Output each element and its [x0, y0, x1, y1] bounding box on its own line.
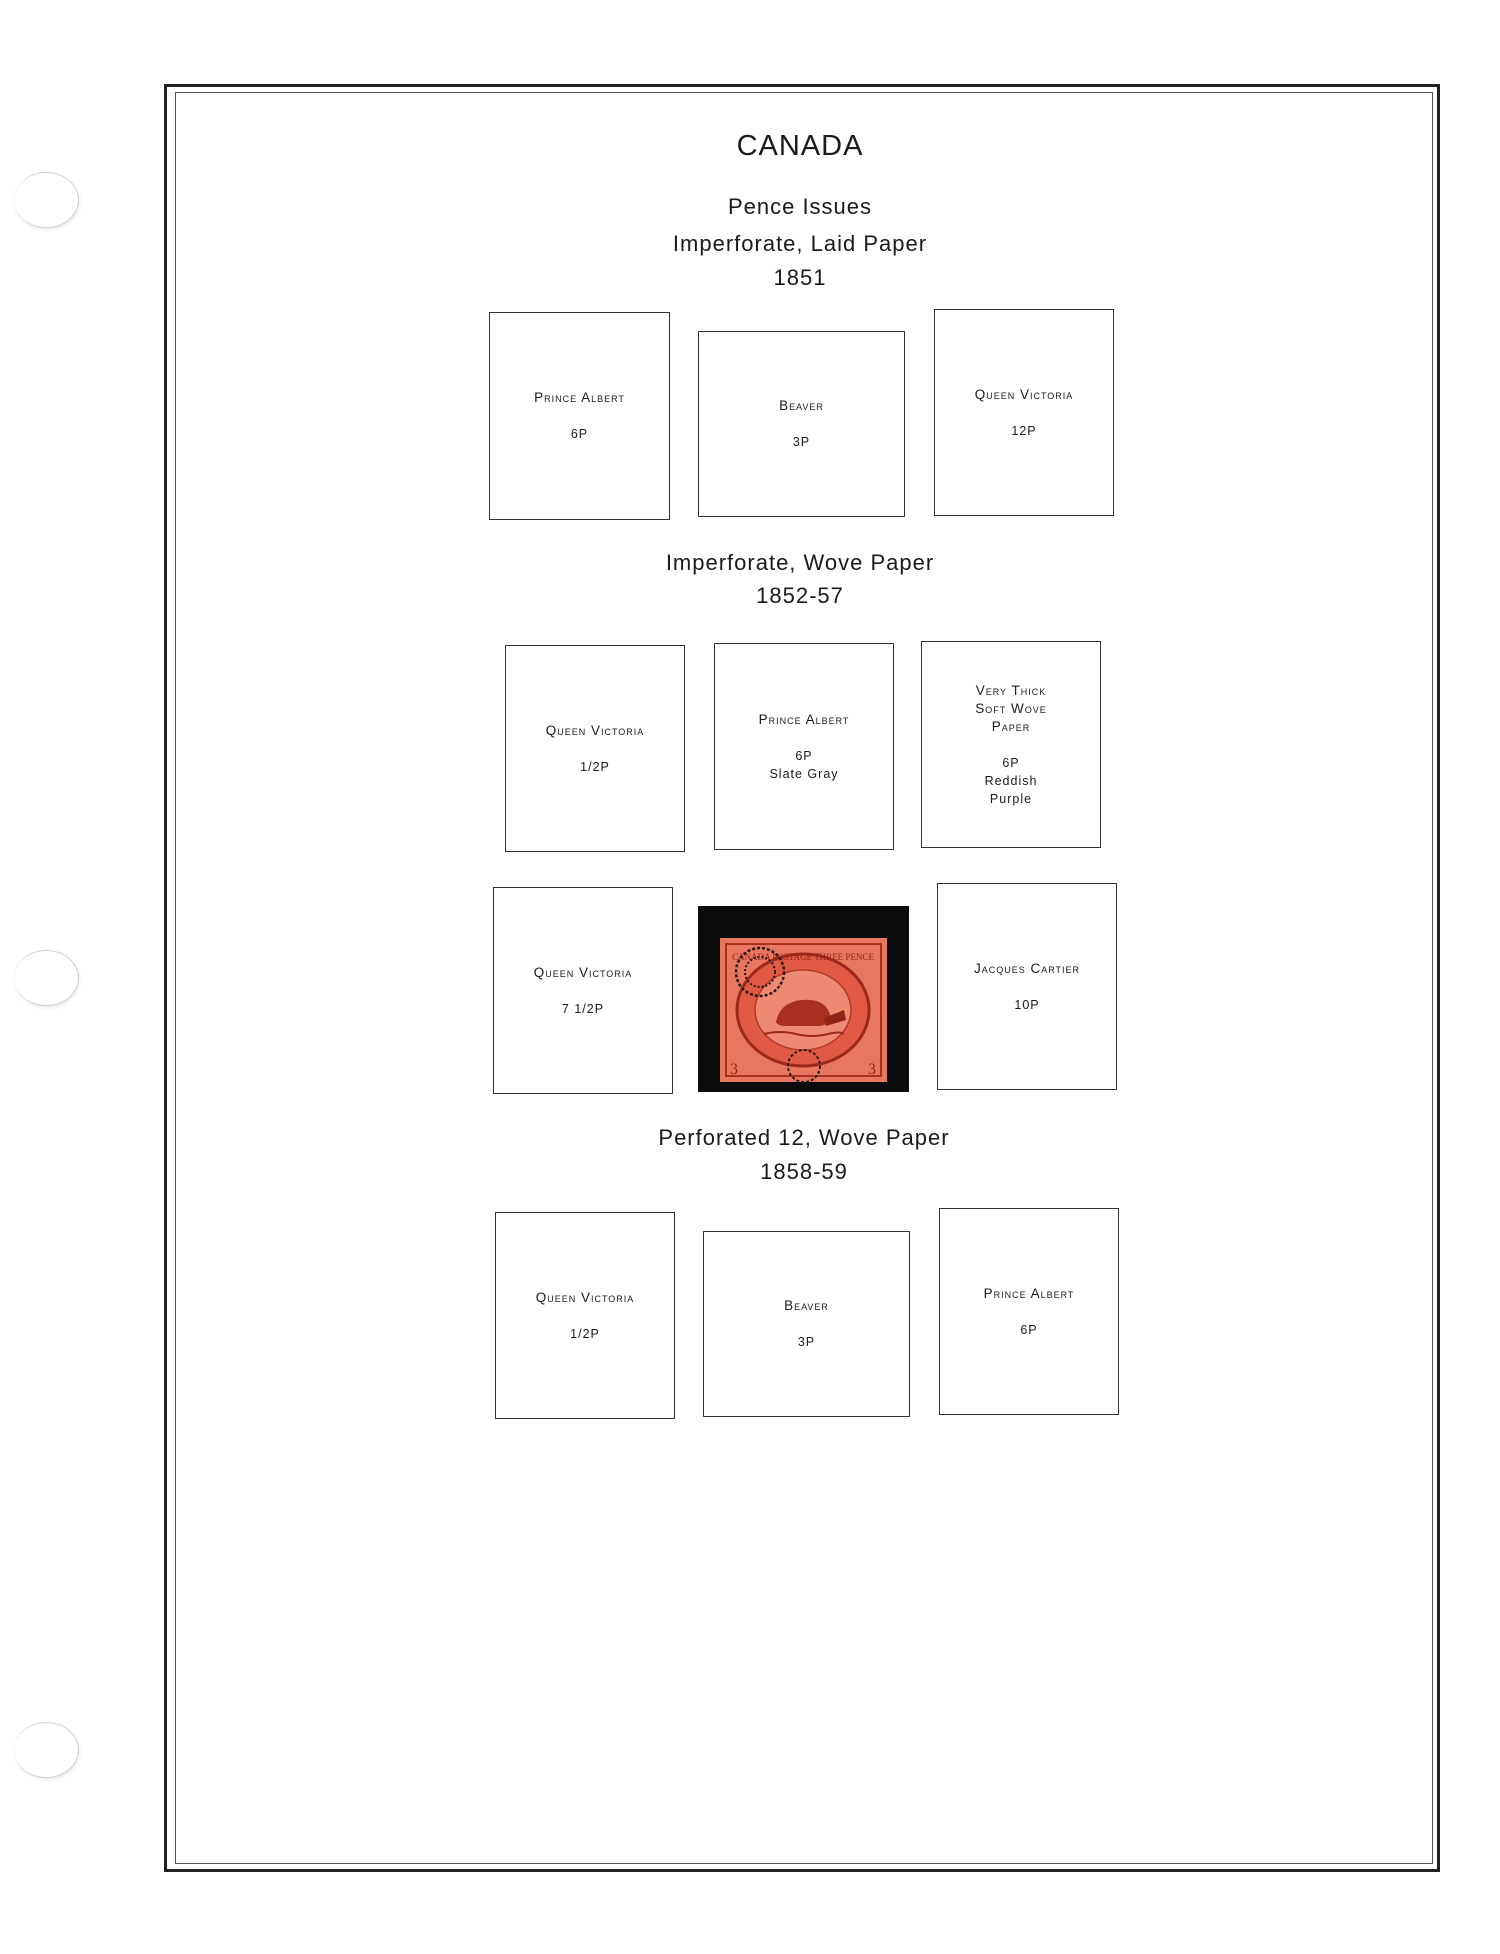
- stamp-space-very-thick-soft-wove-paper[interactable]: [921, 641, 1101, 848]
- stamp-value: 12P: [1011, 423, 1037, 438]
- stamp-value: 1/2P: [580, 759, 610, 774]
- stamp-name: Queen Victoria: [974, 386, 1074, 402]
- stamp-space-beaver-3p-perf[interactable]: [703, 1231, 910, 1417]
- stamp-name: Prince Albert: [534, 390, 625, 405]
- mounted-beaver-stamp[interactable]: [698, 906, 909, 1092]
- stamp-space-beaver-3p[interactable]: [698, 331, 905, 517]
- stamp-name: Very Thick Soft Wove Paper: [975, 682, 1047, 734]
- stamp-name: Queen Victoria: [545, 722, 645, 738]
- stamp-space-jacques-cartier-10p[interactable]: [937, 883, 1117, 1090]
- stamp-lettering: CANADA POSTAGE THREE PENCE: [732, 952, 874, 962]
- stamp-name: Prince Albert: [758, 711, 850, 727]
- section-title-perforated: Perforated 12, Wove Paper: [658, 1125, 950, 1150]
- series-title: Pence Issues: [727, 194, 873, 219]
- punch-hole-bottom: [14, 1722, 79, 1778]
- stamp-value: 6P Reddish Purple: [984, 755, 1038, 806]
- section-title-laid-paper: Imperforate, Laid Paper: [672, 231, 928, 256]
- stamp-corner-numeral-right: 3: [868, 1061, 876, 1078]
- stamp-space-queen-victoria-7-half-p[interactable]: [493, 887, 673, 1094]
- section-years-1851: 1851: [773, 265, 827, 290]
- stamp-value: 10P: [1014, 997, 1040, 1012]
- section-years-1852-57: 1852-57: [756, 583, 844, 608]
- stamp-value: 6P: [1020, 1322, 1038, 1337]
- punch-hole-top: [14, 172, 79, 228]
- stamp-name: Jacques Cartier: [973, 960, 1081, 976]
- stamp-value: 1/2P: [570, 1326, 600, 1341]
- stamp-name: Beaver: [784, 1298, 829, 1313]
- stamp-name: Queen Victoria: [535, 1289, 635, 1305]
- stamp-name: Prince Albert: [983, 1285, 1075, 1301]
- stamp-corner-numeral-left: 3: [730, 1061, 738, 1078]
- stamp-space-prince-albert-6p-perf[interactable]: [939, 1208, 1119, 1415]
- stamp-value: 6P Slate Gray: [769, 748, 839, 781]
- stamp-space-queen-victoria-half-p[interactable]: [505, 645, 685, 852]
- beaver-stamp-image: [720, 938, 887, 1082]
- stamp-space-queen-victoria-half-p-perf[interactable]: [495, 1212, 675, 1419]
- stamp-name: Queen Victoria: [533, 964, 633, 980]
- stamp-space-prince-albert-6p-slate-gray[interactable]: [714, 643, 894, 850]
- punch-hole-middle: [14, 950, 79, 1006]
- stamp-value: 3P: [797, 1335, 816, 1349]
- page-title: CANADA: [736, 130, 864, 162]
- section-title-wove-paper: Imperforate, Wove Paper: [665, 550, 935, 575]
- stamp-value: 3P: [792, 435, 811, 449]
- stamp-value: 6P: [570, 427, 589, 441]
- stamp-value: 7 1/2P: [561, 1001, 605, 1016]
- stamp-space-queen-victoria-12p[interactable]: [934, 309, 1114, 516]
- stamp-name: Beaver: [779, 398, 824, 413]
- stamp-space-prince-albert-6p[interactable]: [489, 312, 670, 520]
- section-years-1858-59: 1858-59: [760, 1159, 848, 1184]
